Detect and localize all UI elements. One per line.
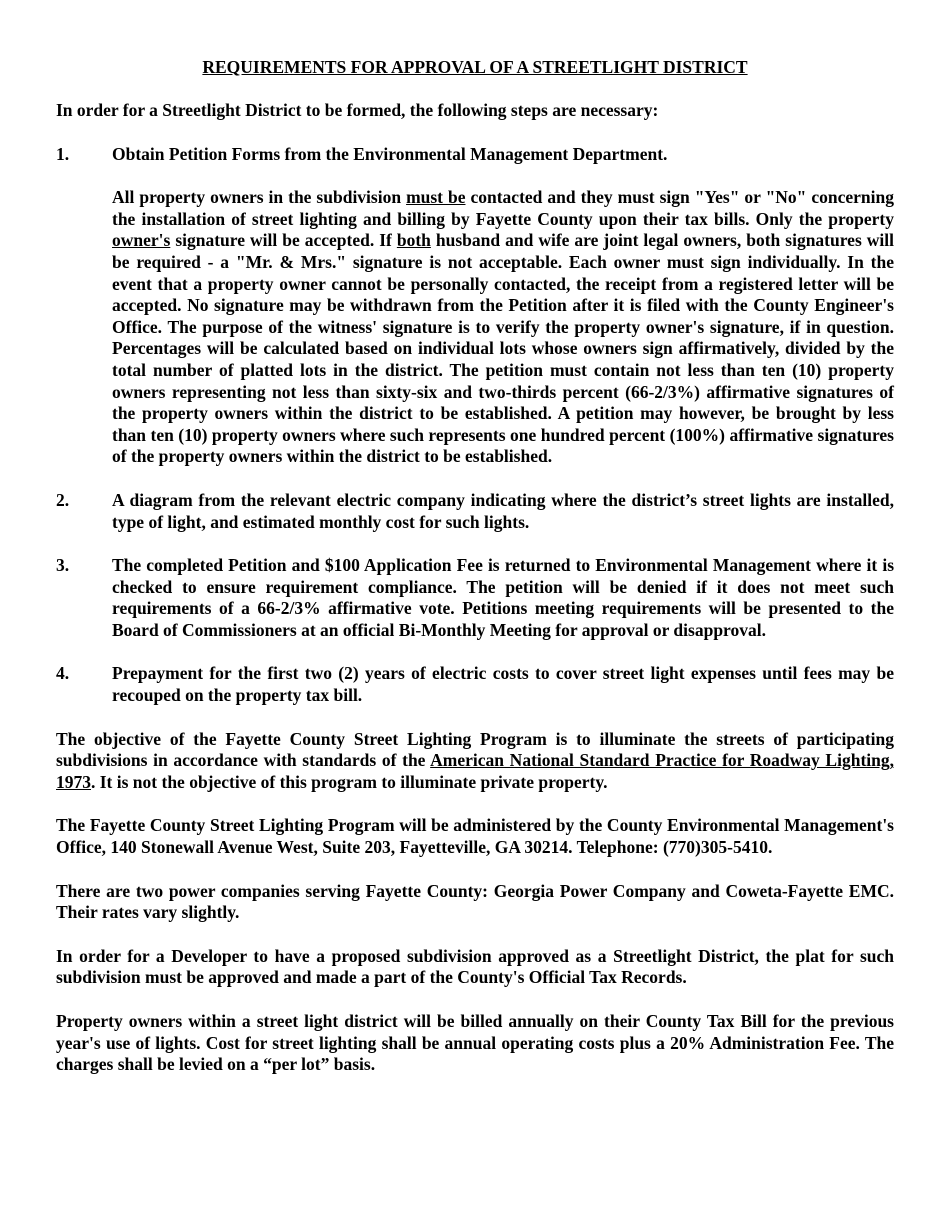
step-heading: Obtain Petition Forms from the Environmental Management Department. <box>112 143 668 164</box>
document-title: REQUIREMENTS FOR APPROVAL OF A STREETLIGHT DISTRICT <box>202 57 748 77</box>
step-detail <box>112 187 894 468</box>
step-text: Prepayment for the first two (2) years of electric costs to cover street light expenses until fees may be recouped on the property tax bill. <box>112 663 894 706</box>
intro-paragraph: In order for a Streetlight District to be formed, the following steps are necessary: <box>56 100 659 120</box>
step-body <box>112 555 894 641</box>
step-number: 2. <box>56 489 70 510</box>
objective-text: The objective of the Fayette County Street Lighting Program is to illuminate the streets of participating subdivisions in accordance with standards of the <box>56 728 894 771</box>
underlined-text: must be <box>406 187 466 208</box>
underlined-text: both <box>396 230 431 251</box>
underlined-text: owner's <box>112 230 171 251</box>
document-page <box>56 56 894 1076</box>
step-item-3 <box>56 555 894 641</box>
billing-paragraph: Property owners within a street light district will be billed annually on their County Tax Bill for the previous year's use of lights. Cost for street lighting shall be annual operating costs plus a 20% Administration Fee. The charges shall be levied on a “per lot” basis. <box>56 1011 894 1075</box>
step-item-1 <box>56 144 894 468</box>
step-item-2 <box>56 490 894 533</box>
developer-paragraph: In order for a Developer to have a proposed subdivision approved as a Streetlight District, the plat for such subdivision must be approved and made a part of the County's Official Tax Records. <box>56 945 894 988</box>
step-number: 1. <box>56 143 70 164</box>
step-body <box>112 144 894 468</box>
detail-text: contacted and they must sign "Yes" or "No" concerning the installation of street lighting and billing by Fayette County upon their tax bills. Only the property <box>112 187 894 229</box>
step-number: 3. <box>56 555 70 576</box>
objective-paragraph <box>56 729 894 794</box>
power-companies-paragraph: There are two power companies serving Fayette County: Georgia Power Company and Coweta-Fayette EMC. Their rates vary slightly. <box>56 880 894 923</box>
detail-text: signature will be accepted. If <box>170 230 397 251</box>
step-body <box>112 663 894 706</box>
detail-text: All property owners in the subdivision <box>112 187 407 208</box>
step-item-4 <box>56 663 894 706</box>
detail-text: husband and wife are joint legal owners, both signatures will be required - a "Mr. & Mrs." signature is not acceptable. Each owner must sign individually. In the event that a property owner cannot be personally contacted, the receipt from a registered letter will be accepted. No signature may be withdrawn from the Petition after it is filed with the County Engineer's Office. The purpose of the witness' signature is to verify the property owner's signature, if in question. Percentages will be calculated based on individual lots whose owners sign affirmatively, divided by the total number of platted lots in the district. The petition must contain not less than ten (10) property owners representing not less than sixty-six and two-thirds percent (66-2/3%) affirmative signatures of the property owners within the district to be established. A petition may however, be brought by less than ten (10) property owners where such represents one hundred percent (100%) affirmative signatures of the property owners within the district to be established. <box>112 230 894 467</box>
administration-paragraph: The Fayette County Street Lighting Program will be administered by the County Environmental Management's Office, 140 Stonewall Avenue West, Suite 203, Fayetteville, GA 30214. Telephone: (770)305-5410. <box>56 815 894 858</box>
objective-text: . It is not the objective of this program to illuminate private property. <box>91 771 608 792</box>
step-text: The completed Petition and $100 Application Fee is returned to Environmental Management where it is checked to ensure requirement compliance. The petition will be denied if it does not meet such requirements of a 66-2/3% affirmative vote. Petitions meeting requirements will be presented to the Board of Commissioners at an official Bi-Monthly Meeting for approval or disapproval. <box>112 555 894 640</box>
step-number: 4. <box>56 663 70 684</box>
step-body <box>112 490 894 533</box>
standard-reference: American National Standard Practice for Roadway Lighting, 1973 <box>56 750 894 792</box>
step-text: A diagram from the relevant electric company indicating where the district’s street lights are installed, type of light, and estimated monthly cost for such lights. <box>112 489 894 532</box>
